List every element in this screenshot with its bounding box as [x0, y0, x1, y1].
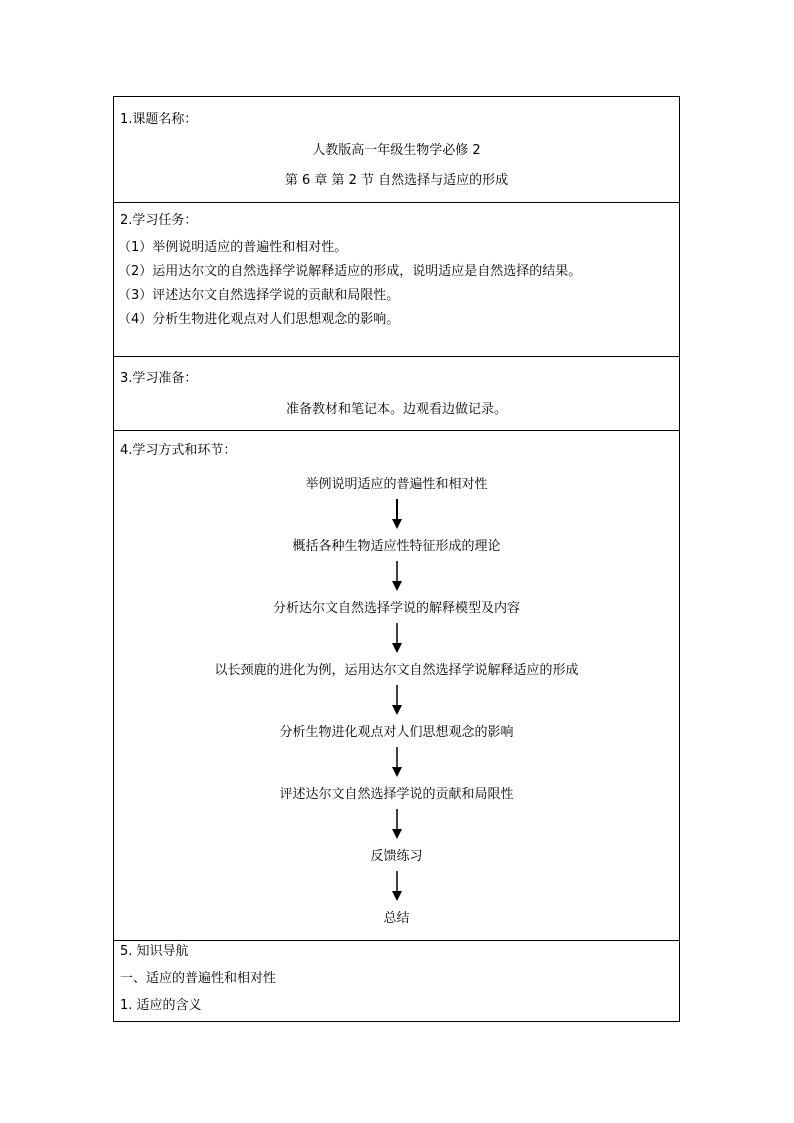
section-learning-flow — [114, 431, 679, 941]
flow-step: 分析生物进化观点对人们思想观念的影响 — [279, 725, 514, 740]
task-item: （4）分析生物进化观点对人们思想观念的影响。 — [118, 312, 400, 327]
flow-step: 概括各种生物适应性特征形成的理论 — [292, 539, 501, 554]
tasks-heading: 2.学习任务： — [120, 213, 198, 228]
preparation-content: 准备教材和笔记本。边观看边做记录。 — [285, 402, 507, 417]
flow-heading: 4.学习方式和环节： — [120, 443, 237, 458]
down-arrow-icon — [391, 561, 403, 591]
knowledge-subheading: 一、适应的普遍性和相对性 — [120, 971, 277, 986]
knowledge-item: 1. 适应的含义 — [120, 998, 202, 1013]
task-item: （3）评述达尔文自然选择学说的贡献和局限性。 — [118, 288, 400, 303]
flow-step: 评述达尔文自然选择学说的贡献和局限性 — [279, 787, 514, 802]
down-arrow-icon — [391, 499, 403, 529]
knowledge-heading: 5. 知识导航 — [120, 944, 189, 959]
flow-step: 以长颈鹿的进化为例，运用达尔文自然选择学说解释适应的形成 — [214, 663, 579, 678]
preparation-heading: 3.学习准备： — [120, 371, 198, 386]
chapter-title: 第 6 章 第 2 节 自然选择与适应的形成 — [284, 173, 509, 188]
topic-heading: 1.课题名称： — [120, 112, 198, 127]
down-arrow-icon — [391, 685, 403, 715]
section-tasks — [114, 203, 679, 357]
lesson-plan-table — [113, 96, 680, 1022]
flow-step: 举例说明适应的普遍性和相对性 — [305, 477, 488, 492]
down-arrow-icon — [391, 623, 403, 653]
flow-step: 反馈练习 — [370, 849, 423, 864]
section-preparation — [114, 357, 679, 431]
course-name: 人教版高一年级生物学必修 2 — [312, 143, 481, 158]
section-knowledge-navigation — [114, 941, 679, 1021]
flow-step: 分析达尔文自然选择学说的解释模型及内容 — [272, 601, 520, 616]
down-arrow-icon — [391, 809, 403, 839]
down-arrow-icon — [391, 871, 403, 901]
down-arrow-icon — [391, 747, 403, 777]
section-topic — [114, 97, 679, 203]
flow-step: 总结 — [383, 911, 410, 926]
task-item: （1）举例说明适应的普遍性和相对性。 — [118, 240, 348, 255]
task-item: （2）运用达尔文的自然选择学说解释适应的形成，说明适应是自然选择的结果。 — [118, 264, 582, 279]
